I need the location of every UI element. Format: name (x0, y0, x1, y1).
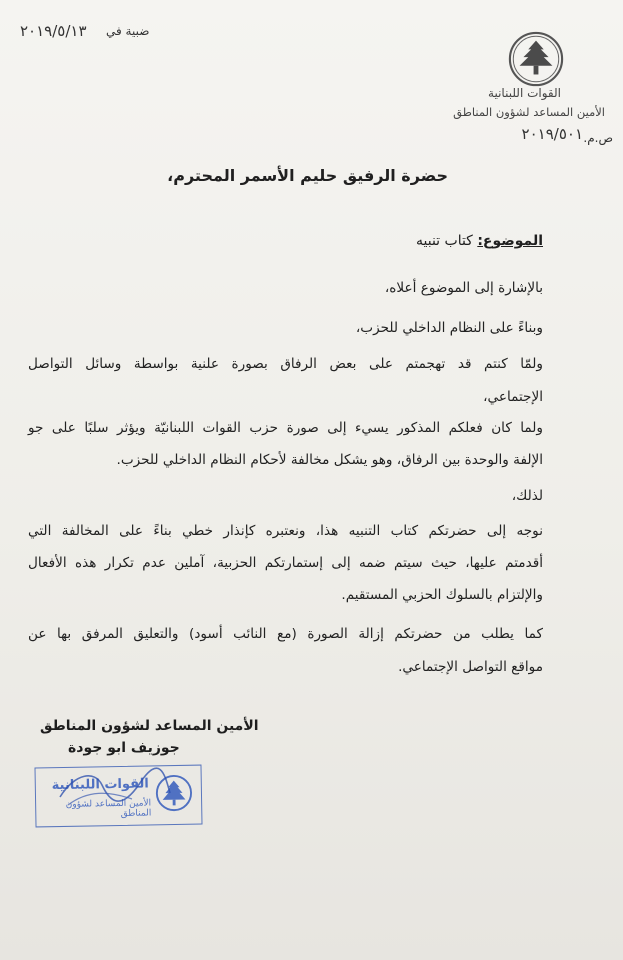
body-line: والإلتزام بالسلوك الحزبي المستقيم. (341, 587, 543, 603)
body-line: ولمّا كنتم قد تهجمتم على بعض الرفاق بصورة علنية بواسطة وسائل التواصل (28, 356, 543, 372)
department-name: الأمين المساعد لشؤون المناطق (453, 105, 605, 119)
subject-value: كتاب تنبيه (415, 233, 473, 249)
body-line: كما يطلب من حضرتكم إزالة الصورة (مع النائب أسود) والتعليق المرفق بها عن (28, 626, 543, 642)
letterhead-logo (497, 30, 575, 88)
signature-name: جوزيف ابو جودة (68, 740, 180, 756)
body-line: بالإشارة إلى الموضوع أعلاه، (384, 280, 543, 296)
body-line: مواقع التواصل الإجتماعي. (398, 659, 543, 675)
body-line: الإجتماعي، (483, 389, 543, 405)
signature-title: الأمين المساعد لشؤون المناطق (40, 718, 259, 734)
date-value: ٢٠١٩/٥/١٣ (20, 22, 87, 40)
stamp-organization: القوات اللبنانية (51, 776, 149, 794)
reference-number: ٢٠١٩/٥٠١ (521, 125, 583, 143)
body-line: وبناءً على النظام الداخلي للحزب، (355, 320, 543, 336)
body-line: لذلك، (511, 488, 543, 504)
date-label: ضبية في (106, 24, 150, 38)
subject-label: الموضوع: (477, 233, 543, 249)
subject-line (416, 233, 543, 249)
body-line: نوجه إلى حضرتكم كتاب التنبيه هذا، ونعتبره كإنذار خطي بناءً على المخالفة التي (28, 523, 543, 539)
cedar-logo-icon (507, 30, 565, 88)
body-line: أقدمتم عليها، حيث سيتم ضمه إلى إستمارتكم الحزبية، آملين عدم تكرار هذه الأفعال (28, 555, 543, 571)
body-line: الإلفة والوحدة بين الرفاق، وهو يشكل مخالفة لأحكام النظام الداخلي للحزب. (116, 452, 543, 468)
body-line: ولما كان فعلكم المذكور يسيء إلى صورة حزب القوات اللبنانيّة ويؤثر سلبًا على جو (28, 420, 543, 436)
recipient-line: حضرة الرفيق حليم الأسمر المحترم، (167, 166, 448, 185)
stamp-department: الأمين المساعد لشؤون المناطق (65, 798, 152, 819)
reference-label: ص.م. (583, 131, 613, 145)
handwritten-signature (50, 755, 180, 825)
organization-name: القوات اللبنانية (488, 86, 561, 100)
